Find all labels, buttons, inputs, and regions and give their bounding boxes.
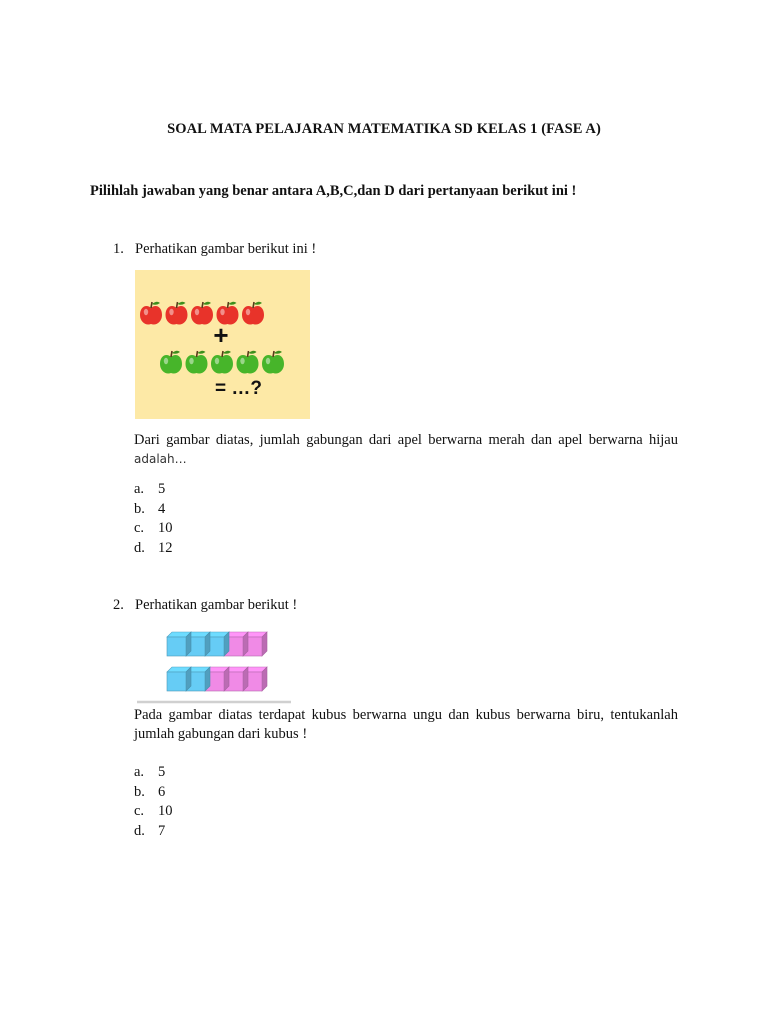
option-value: 5 [158, 764, 166, 780]
green-apple-icon [237, 351, 259, 374]
question-1-text-main: Dari gambar diatas, jumlah gabungan dari apel berwarna merah dan apel berwarna hijau [134, 432, 678, 448]
cubes-illustration [135, 628, 295, 708]
plus-icon: + [213, 320, 229, 350]
option-row[interactable] [134, 539, 173, 559]
question-2-prompt: Perhatikan gambar berikut ! [135, 597, 298, 613]
red-apple-icon [242, 302, 264, 325]
question-1-options [134, 480, 173, 558]
green-apple-icon [262, 351, 284, 374]
option-row[interactable] [134, 519, 173, 539]
option-row[interactable] [134, 802, 173, 822]
option-letter: d. [134, 822, 145, 839]
question-2-number: 2. [113, 597, 124, 613]
option-row[interactable] [134, 480, 173, 500]
question-1-number: 1. [113, 241, 124, 257]
question-2-options [134, 763, 173, 841]
question-1-prompt: Perhatikan gambar berikut ini ! [135, 241, 317, 257]
option-value: 4 [158, 500, 166, 517]
option-value: 12 [158, 539, 173, 556]
red-apple-icon [140, 302, 162, 325]
apples-addition-illustration [135, 270, 310, 419]
option-row[interactable] [134, 500, 173, 520]
option-row[interactable] [134, 763, 173, 783]
option-row[interactable] [134, 822, 173, 842]
option-row[interactable] [134, 783, 173, 803]
option-letter: b. [134, 783, 145, 800]
equation-text: = …? [215, 378, 262, 399]
option-letter: c. [134, 803, 145, 819]
green-apple-icon [186, 351, 208, 374]
question-1-heading [113, 241, 316, 258]
document-title: SOAL MATA PELAJARAN MATEMATIKA SD KELAS 1 (FASE A) [167, 121, 601, 137]
instruction-text: Pilihlah jawaban yang benar antara A,B,C,dan D dari pertanyaan berikut ini ! [90, 183, 577, 199]
question-1-text-tail: adalah… [134, 452, 187, 466]
option-letter: a. [134, 481, 145, 497]
red-apple-icon [166, 302, 188, 325]
option-value: 7 [158, 822, 166, 839]
option-letter: b. [134, 500, 145, 517]
question-1-text [134, 431, 678, 469]
option-letter: d. [134, 539, 145, 556]
blue-cube-icon [167, 632, 191, 656]
question-2-text: Pada gambar diatas terdapat kubus berwarna ungu dan kubus berwarna biru, tentukanlah jumlah gabungan dari kubus ! [134, 707, 678, 742]
red-apple-icon [191, 302, 213, 325]
green-apple-icon [160, 351, 182, 374]
question-2-heading [113, 597, 297, 614]
blue-cube-icon [167, 667, 191, 691]
option-letter: c. [134, 520, 145, 536]
option-value: 5 [158, 481, 166, 497]
option-value: 10 [158, 803, 173, 819]
cubes-icon [135, 628, 295, 708]
option-value: 10 [158, 520, 173, 536]
option-value: 6 [158, 783, 166, 800]
option-letter: a. [134, 764, 145, 780]
green-apple-icon [211, 351, 233, 374]
